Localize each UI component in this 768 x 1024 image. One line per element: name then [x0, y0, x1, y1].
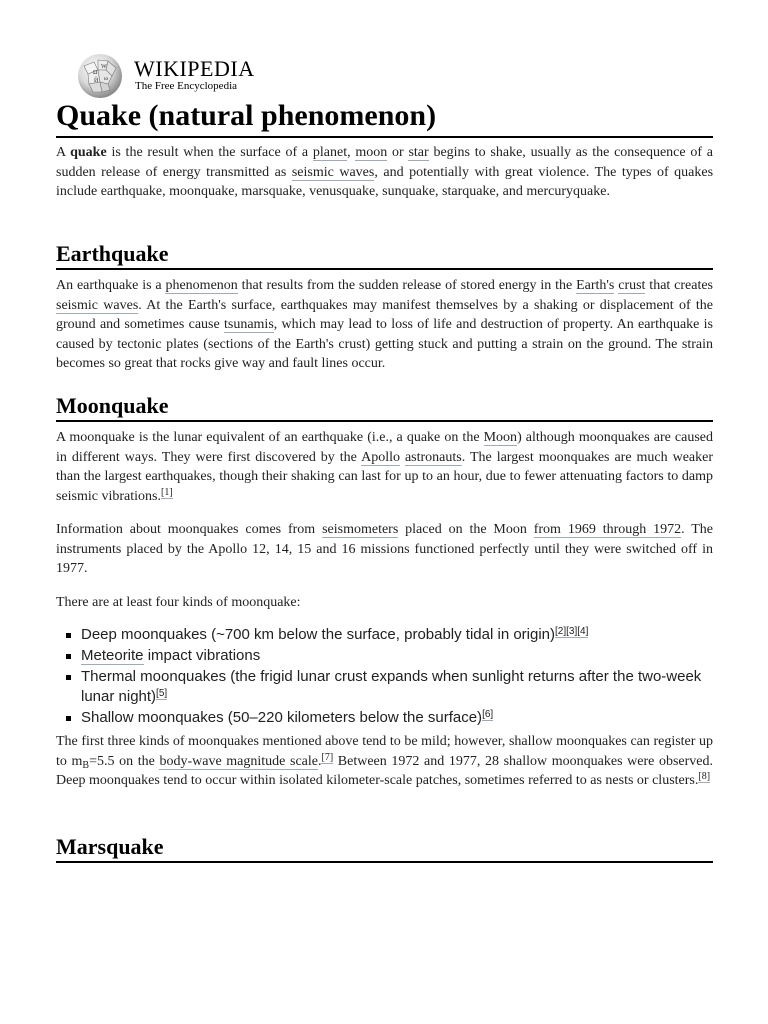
heading-earthquake: Earthquake — [56, 240, 713, 270]
earthquake-section — [56, 240, 713, 374]
ref-6[interactable]: [6] — [482, 709, 494, 720]
link-meteorite[interactable]: Meteorite — [81, 647, 144, 664]
ref-7[interactable]: [7] — [321, 751, 334, 763]
svg-text:ω: ω — [104, 76, 108, 82]
wikipedia-globe-icon — [74, 52, 126, 100]
wikipedia-wordmark: WIKIPEDIA — [134, 56, 255, 81]
ref-3[interactable]: [3] — [566, 626, 578, 637]
intro-paragraph: A quake is the result when the surface of a planet, moon or star begins to shake, usually as the consequence of a sudden release of energy transmitted as seismic waves, and potentially with great violence. The types of quakes include earthquake, moonquake, marsquake, venusquake, sunquake, starquake, and mercuryquake. — [56, 145, 714, 199]
link-tsunamis[interactable]: tsunamis — [223, 317, 274, 332]
svg-text:W: W — [101, 64, 107, 70]
svg-text:Й: Й — [94, 78, 99, 84]
moonquake-paragraph-3: There are at least four kinds of moonquake: — [56, 594, 301, 610]
wikipedia-logo[interactable] — [74, 52, 274, 100]
moonquake-paragraph-4: The first three kinds of moonquakes mentioned above tend to be mild; however, shallow moonquakes can register up to $m_B=5.5$ on the body-wave magnitude scale.[7] Between 1972 and 1977, 28 shallow moonquakes were observed. Deep moonquakes tend to occur within isolated kilometer-scale patches, sometimes referred to as nests or clusters.[8] — [56, 734, 714, 788]
heading-marsquake: Marsquake — [56, 833, 713, 863]
ref-4[interactable]: [4] — [577, 626, 589, 637]
moonquake-paragraph-2: Information about moonquakes comes from seismometers placed on the Moon from 1969 through 1972. The instruments placed by the Apollo 12, 14, 15 and 16 missions functioned perfectly until they were switched off in 1977. — [56, 522, 714, 576]
list-item: Deep moonquakes (~700 km below the surface, probably tidal in origin)[2][3][4] — [56, 625, 713, 645]
ref-1[interactable]: [1] — [161, 486, 173, 498]
marsquake-section — [56, 833, 713, 863]
list-item: Thermal moonquakes (the frigid lunar crust expands when sunlight returns after the two-week lunar night)[5] — [56, 667, 713, 707]
moonquake-paragraph-1: A moonquake is the lunar equivalent of an earthquake (i.e., a quake on the Moon) although moonquakes are caused in different ways. They were first discovered by the Apollo astronauts. The largest moonquakes are much weaker than the largest earthquakes, though their shaking can last for up to an hour, due to fewer attenuating factors to damp seismic vibrations.[1] — [56, 430, 714, 504]
link-seismometers[interactable]: seismometers — [322, 522, 399, 537]
wikipedia-tagline: The Free Encyclopedia — [135, 80, 238, 92]
intro-section — [56, 143, 713, 202]
link-phenomenon[interactable]: phenomenon — [165, 278, 238, 293]
list-item: Shallow moonquakes (50–220 kilometers below the surface)[6] — [56, 708, 713, 728]
quake-bold-term: quake — [70, 145, 107, 160]
link-1969-1972[interactable]: from 1969 through 1972 — [533, 522, 682, 537]
moonquake-section — [56, 392, 713, 791]
link-crust[interactable]: crust — [618, 278, 646, 293]
ref-5[interactable]: [5] — [156, 688, 168, 699]
link-earth[interactable]: Earth's — [576, 278, 615, 293]
link-body-wave-magnitude-scale[interactable]: body-wave magnitude scale — [159, 753, 318, 769]
link-planet[interactable]: planet — [312, 145, 348, 160]
link-seismic-waves-2[interactable]: seismic waves — [56, 297, 139, 313]
ref-8[interactable]: [8] — [698, 771, 711, 782]
link-apollo[interactable]: Apollo — [361, 449, 400, 465]
ref-2[interactable]: [2] — [555, 626, 567, 637]
moonquake-kinds-list — [56, 625, 713, 728]
list-item: Meteorite impact vibrations — [56, 646, 713, 666]
link-moon-2[interactable]: Moon — [483, 430, 518, 445]
svg-text:Ω: Ω — [93, 70, 98, 76]
heading-moonquake: Moonquake — [56, 392, 713, 422]
page-title: Quake (natural phenomenon) — [56, 96, 713, 138]
earthquake-paragraph: An earthquake is a phenomenon that results from the sudden release of stored energy in the Earth's crust that creates seismic waves. At the Earth's surface, earthquakes may manifest themselves by a shaking or displacement of the ground and sometimes cause tsunamis, which may lead to loss of life and destruction of property. An earthquake is caused by tectonic plates (sections of the Earth's crust) getting stuck and putting a strain on the ground. The strain becomes so great that rocks give way and fault lines occur. — [56, 278, 714, 371]
link-astronauts[interactable]: astronauts — [404, 449, 462, 465]
link-seismic-waves[interactable]: seismic waves — [291, 164, 375, 180]
link-star[interactable]: star — [408, 145, 429, 160]
link-moon[interactable]: moon — [355, 145, 388, 160]
